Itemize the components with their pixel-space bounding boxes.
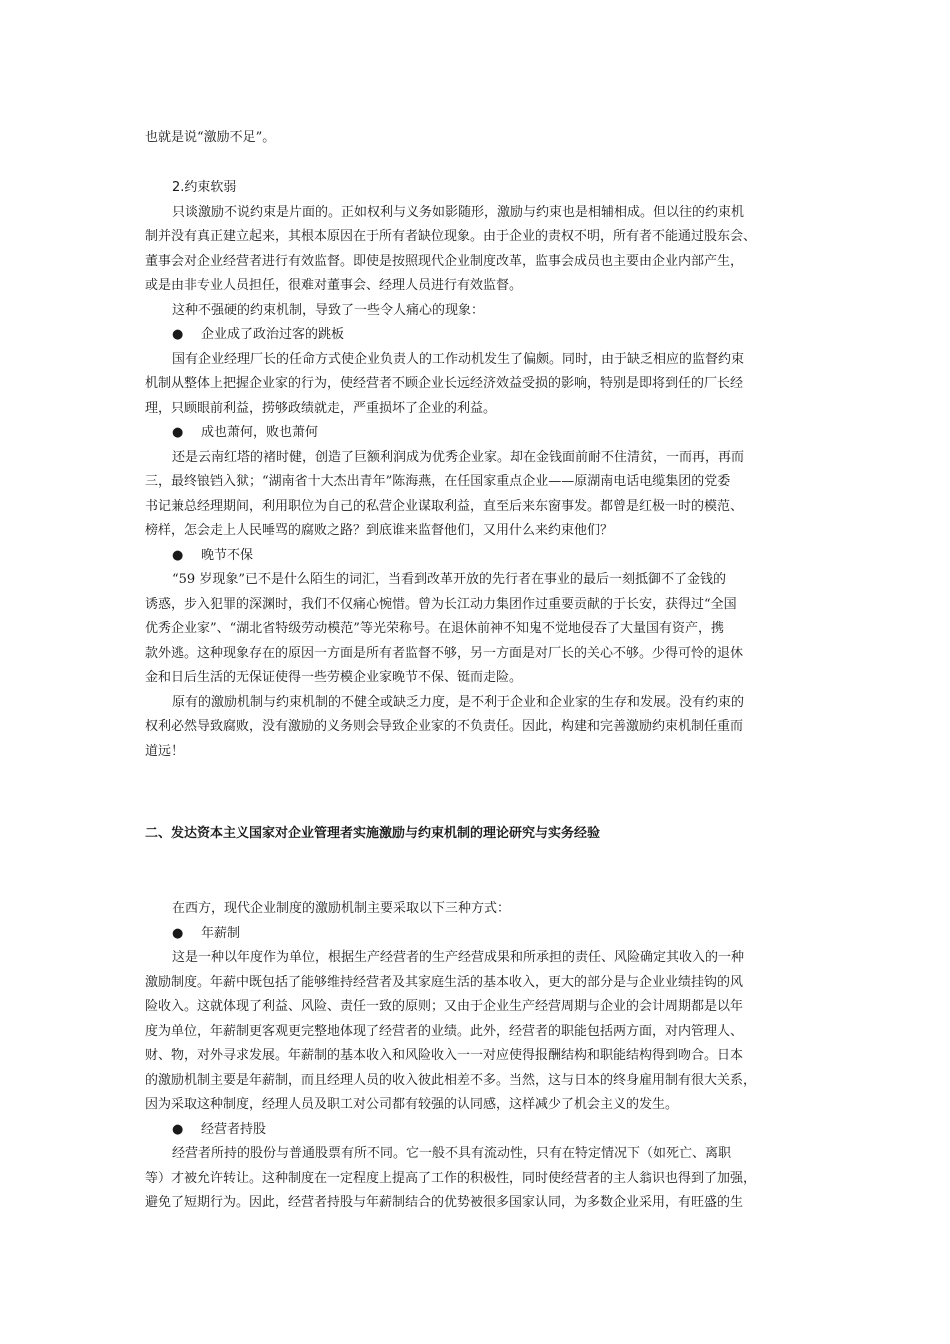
paragraph-line: 机制从整体上把握企业家的行为，使经营者不顾企业长远经济效益受损的影响，特别是即将到任的厂长经 [145, 376, 744, 391]
bullet-label: 成也萧何，败也萧何 [201, 425, 319, 440]
chapter-heading: 二、发达资本主义国家对企业管理者实施激励与约束机制的理论研究与实务经验 [145, 826, 601, 841]
paragraph-line: 国有企业经理厂长的任命方式使企业负责人的工作动机发生了偏颇。同时，由于缺乏相应的监督约束 [172, 351, 745, 367]
paragraph-line: 权利必然导致腐败，没有激励的义务则会导致企业家的不负责任。因此，构建和完善激励约束机制任重而 [145, 719, 744, 734]
paragraph-line: 董事会对企业经营者进行有效监督。即使是按照现代企业制度改革，监事会成员也主要由企业内部产生， [145, 253, 744, 269]
bullet-dot-icon: ● [172, 925, 184, 941]
bullet-item [145, 421, 807, 446]
section-title: 2.约束软弱 [172, 180, 237, 195]
section-constraint-weak [145, 176, 807, 764]
paragraph-line: 因为采取这种制度，经理人员及职工对公司都有较强的认同感，这样减少了机会主义的发生。 [145, 1097, 679, 1112]
paragraph-line: 款外逃。这种现象存在的原因一方面是所有者监督不够，另一方面是对厂长的关心不够。少得可怜的退休 [145, 645, 744, 661]
bullet-item [145, 1118, 807, 1143]
paragraph-line: 或是由非专业人员担任，很难对董事会、经理人员进行有效监督。 [145, 278, 523, 293]
chapter-heading-block [145, 822, 807, 847]
paragraph-line: 的激励机制主要是年薪制，而且经理人员的收入彼此相差不多。当然，这与日本的终身雇用制有很大关系， [145, 1072, 757, 1088]
section-western-incentives [145, 897, 807, 1216]
paragraph-line: 度为单位，年薪制更客观更完整地体现了经营者的业绩。此外，经营者的职能包括两方面，对内管理人、 [145, 1023, 744, 1039]
bullet-item [145, 544, 807, 569]
paragraph-line: 财、物，对外寻求发展。年薪制的基本收入和风险收入一一对应使得报酬结构和职能结构得到吻合。日本 [145, 1048, 744, 1063]
paragraph-line: 书记兼总经理期间，利用职位为自己的私营企业谋取利益，直至后来东窗事发。都曾是红极一时的模范、 [145, 498, 744, 514]
paragraph-line: 避免了短期行为。因此，经营者持股与年薪制结合的优势被很多国家认同，为多数企业采用，有旺盛的生 [145, 1195, 744, 1210]
paragraph-line: 激励制度。年薪中既包括了能够维持经营者及其家庭生活的基本收入，更大的部分是与企业业绩挂钩的风 [145, 974, 744, 990]
paragraph-line: 三，最终锒铛入狱；“湖南省十大杰出青年”陈海燕，在任国家重点企业——原湖南电话电缆集团的党委 [145, 474, 731, 489]
bullet-item [145, 922, 807, 947]
bullet-dot-icon: ● [172, 547, 184, 563]
paragraph-line: 原有的激励机制与约束机制的不健全或缺乏力度，是不利于企业和企业家的生存和发展。没有约束的 [172, 694, 745, 710]
bullet-label: 经营者持股 [201, 1121, 267, 1137]
paragraph-line: 优秀企业家”、“湖北省特级劳动模范”等光荣称号。在退休前神不知鬼不觉地侵吞了大量国有资产，携 [145, 621, 724, 636]
bullet-dot-icon: ● [172, 1121, 184, 1137]
paragraph-line: 理，只顾眼前利益，捞够政绩就走，严重损坏了企业的利益。 [145, 400, 497, 416]
bullet-label: 年薪制 [201, 925, 241, 941]
paragraph-line: “59 岁现象”已不是什么陌生的词汇，当看到改革开放的先行者在事业的最后一刻抵御不了金钱的 [172, 572, 726, 587]
paragraph-intro [145, 201, 807, 299]
bullet-label: 企业成了政治过客的跳板 [201, 327, 345, 342]
paragraph-line: 道远！ [145, 743, 185, 759]
paragraph-line: 榜样，怎会走上人民唾骂的腐败之路？到底谁来监督他们，又用什么来约束他们？ [145, 523, 614, 538]
bullet-dot-icon: ● [172, 327, 184, 342]
paragraph-line: 在西方，现代企业制度的激励机制主要采取以下三种方式： [172, 901, 511, 916]
paragraph-line: 也就是说“激励不足”。 [145, 130, 276, 145]
paragraph-line: 这种不强硬的约束机制，导致了一些令人痛心的现象： [172, 302, 485, 318]
paragraph-line: 制并没有真正建立起来，其根本原因在于所有者缺位现象。由于企业的责权不明，所有者不能通过股东会、 [145, 229, 757, 244]
paragraph-line: 还是云南红塔的褚时健，创造了巨额利润成为优秀企业家。却在金钱面前耐不住清贫，一而再，再而 [172, 449, 745, 465]
bullet-dot-icon: ● [172, 425, 184, 440]
paragraph-line: 等）才被允许转让。这种制度在一定程度上提高了工作的积极性，同时使经营者的主人翁识也得到了加强， [145, 1170, 757, 1186]
paragraph-line: 诱惑，步入犯罪的深渊时，我们不仅痛心惋惜。曾为长江动力集团作过重要贡献的于长安，获得过“全国 [145, 596, 737, 612]
bullet-item [145, 323, 807, 348]
top-fragment [145, 126, 807, 151]
bullet-label: 晚节不保 [201, 547, 254, 563]
paragraph-line: 金和日后生活的无保证使得一些劳模企业家晚节不保、铤而走险。 [145, 670, 523, 685]
paragraph-line: 这是一种以年度作为单位，根据生产经营者的生产经营成果和所承担的责任、风险确定其收入的一种 [172, 950, 745, 965]
paragraph-line: 险收入。这就体现了利益、风险、责任一致的原则；又由于企业生产经营周期与企业的会计周期都是以年 [145, 999, 744, 1014]
paragraph-line: 经营者所持的股份与普通股票有所不同。它一般不具有流动性，只有在特定情况下（如死亡、离职 [172, 1146, 732, 1161]
paragraph-line: 只谈激励不说约束是片面的。正如权利与义务如影随形，激励与约束也是相辅相成。但以往的约束机 [172, 204, 745, 220]
